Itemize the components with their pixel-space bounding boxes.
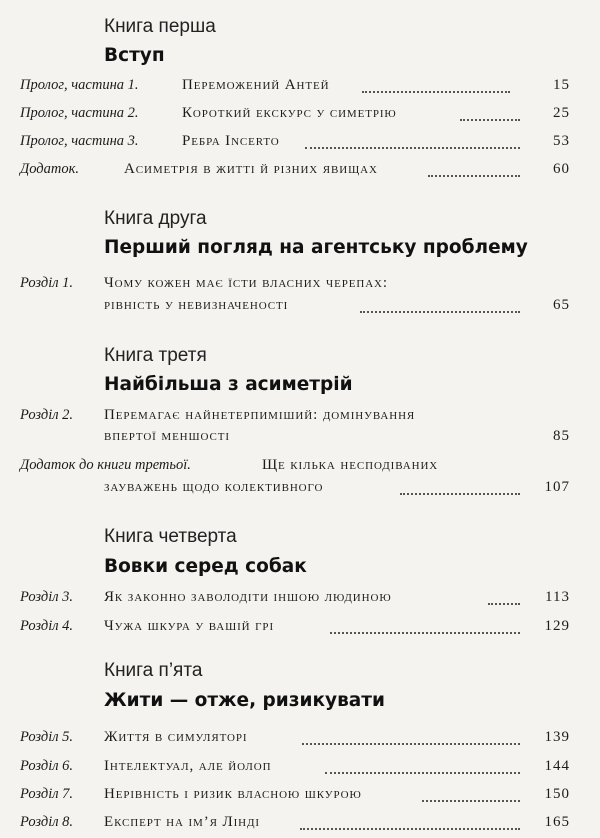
page-number: 144 [544, 758, 570, 774]
dot-leader [488, 603, 520, 605]
dot-leader [460, 119, 520, 121]
page-number: 60 [553, 161, 570, 177]
dot-leader [428, 175, 520, 177]
entry-title: Експерт на ім’я Лінді [104, 814, 260, 830]
page-number: 65 [553, 297, 570, 313]
entry-prefix: Розділ 8. [20, 814, 74, 830]
entry-prefix: Розділ 3. [20, 589, 74, 605]
entry-title-continued: рівність у невизначеності [104, 297, 289, 313]
book-label: Книга четверта [104, 526, 237, 547]
entry-title: Ще кілька несподіваних [262, 457, 439, 473]
page-number: 165 [544, 814, 570, 830]
dot-leader [302, 743, 520, 745]
entry-title: Короткий екскурс у симетрію [182, 105, 397, 121]
book-label: Книга перша [104, 16, 216, 37]
dot-leader [360, 311, 520, 313]
entry-title: Ребра Incerto [182, 133, 280, 149]
entry-title: Як законно заволодіти іншою людиною [104, 589, 392, 605]
entry-prefix: Розділ 7. [20, 786, 74, 802]
dot-leader [305, 147, 520, 149]
page-number: 53 [553, 133, 570, 149]
page-number: 113 [545, 589, 570, 605]
dot-leader [300, 828, 520, 830]
book-title: Вступ [104, 45, 165, 66]
entry-title: Інтелектуал, але йолоп [104, 758, 272, 774]
dot-leader [422, 800, 520, 802]
book-label: Книга третя [104, 345, 207, 366]
entry-prefix: Пролог, частина 3. [20, 133, 139, 149]
book-title: Перший погляд на агентську проблему [104, 237, 528, 258]
page-number: 85 [553, 428, 570, 444]
entry-title: Нерівність і ризик власною шкурою [104, 786, 362, 802]
entry-title: Асиметрія в житті й різних явищах [124, 161, 378, 177]
entry-title: Чужа шкура у вашій грі [104, 618, 275, 634]
entry-prefix: Додаток. [20, 161, 79, 177]
book-label: Книга друга [104, 208, 207, 229]
entry-prefix: Додаток до книги третьої. [20, 457, 191, 473]
entry-prefix: Розділ 5. [20, 729, 74, 745]
dot-leader [330, 632, 520, 634]
entry-prefix: Пролог, частина 1. [20, 77, 139, 93]
page-number: 139 [544, 729, 570, 745]
entry-prefix: Розділ 6. [20, 758, 74, 774]
entry-title: Перемагає найнетерпиміший: домінування [104, 407, 416, 423]
page-number: 129 [544, 618, 570, 634]
entry-title: Життя в симуляторі [104, 729, 248, 745]
entry-prefix: Розділ 2. [20, 407, 74, 423]
entry-prefix: Розділ 4. [20, 618, 74, 634]
book-title: Найбільша з асиметрій [104, 374, 353, 395]
page-number: 150 [544, 786, 570, 802]
dot-leader [325, 772, 520, 774]
page-number: 107 [544, 479, 570, 495]
page-number: 15 [553, 77, 570, 93]
dot-leader [400, 493, 520, 495]
book-title: Вовки серед собак [104, 556, 307, 577]
entry-title-continued: зауважень щодо колективного [104, 479, 324, 495]
entry-prefix: Пролог, частина 2. [20, 105, 139, 121]
dot-leader [362, 91, 510, 93]
entry-prefix: Розділ 1. [20, 275, 74, 291]
page-number: 25 [553, 105, 570, 121]
entry-title: Переможений Антей [182, 77, 330, 93]
book-label: Книга п’ята [104, 660, 203, 681]
entry-title-continued: впертої меншості [104, 428, 230, 444]
entry-title: Чому кожен має їсти власних черепах: [104, 275, 388, 291]
book-title: Жити — отже, ризикувати [104, 690, 385, 711]
